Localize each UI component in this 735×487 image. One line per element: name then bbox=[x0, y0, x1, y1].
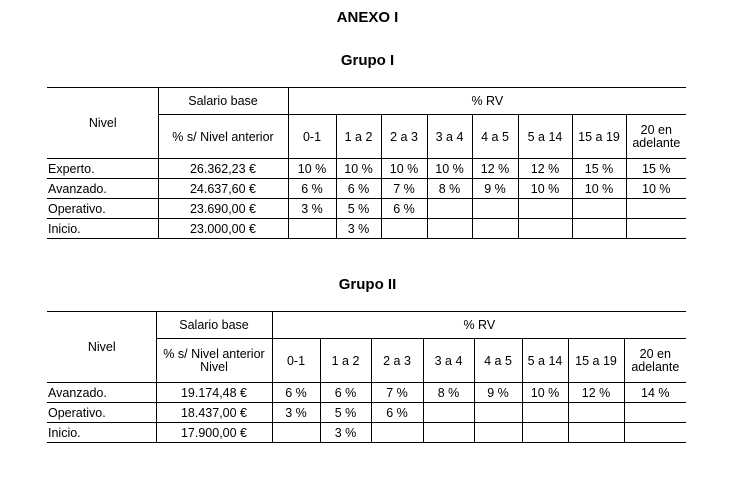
rv-cell: 7 % bbox=[381, 179, 427, 199]
range-header-last: 20 en adelante bbox=[626, 115, 686, 159]
range-header: 5 a 14 bbox=[522, 339, 568, 383]
rv-cell: 6 % bbox=[320, 383, 371, 403]
rv-cell: 6 % bbox=[381, 199, 427, 219]
range-header: 0-1 bbox=[288, 115, 336, 159]
rv-cell: 3 % bbox=[288, 199, 336, 219]
rv-cell: 9 % bbox=[472, 179, 518, 199]
rv-cell: 6 % bbox=[272, 383, 320, 403]
rv-cell: 15 % bbox=[572, 159, 626, 179]
rv-cell: 8 % bbox=[427, 179, 472, 199]
range-header: 2 a 3 bbox=[381, 115, 427, 159]
salario-cell: 26.362,23 € bbox=[158, 159, 288, 179]
table-row bbox=[47, 159, 686, 179]
rv-cell: 14 % bbox=[624, 383, 686, 403]
salario-cell: 23.690,00 € bbox=[158, 199, 288, 219]
salario-base-header: Salario base bbox=[158, 88, 288, 115]
table-row bbox=[47, 403, 686, 423]
nivel-cell: Inicio. bbox=[47, 219, 158, 239]
rv-cell bbox=[626, 219, 686, 239]
range-header: 2 a 3 bbox=[371, 339, 423, 383]
rv-cell bbox=[518, 219, 572, 239]
rv-cell bbox=[423, 423, 474, 443]
rv-cell bbox=[474, 403, 522, 423]
rv-cell bbox=[427, 199, 472, 219]
rv-cell: 15 % bbox=[626, 159, 686, 179]
rv-cell: 3 % bbox=[320, 423, 371, 443]
rv-cell: 10 % bbox=[288, 159, 336, 179]
nivel-cell: Avanzado. bbox=[47, 179, 158, 199]
range-header: 4 a 5 bbox=[472, 115, 518, 159]
rv-cell bbox=[572, 199, 626, 219]
rv-cell bbox=[568, 403, 624, 423]
rv-cell: 12 % bbox=[472, 159, 518, 179]
rv-cell: 3 % bbox=[272, 403, 320, 423]
rv-cell bbox=[371, 423, 423, 443]
rv-cell: 12 % bbox=[518, 159, 572, 179]
rv-cell: 9 % bbox=[474, 383, 522, 403]
range-header: 1 a 2 bbox=[320, 339, 371, 383]
salario-cell: 24.637,60 € bbox=[158, 179, 288, 199]
table-row bbox=[47, 179, 686, 199]
nivel-cell: Operativo. bbox=[47, 403, 156, 423]
rv-cell: 3 % bbox=[336, 219, 381, 239]
range-header: 1 a 2 bbox=[336, 115, 381, 159]
rv-cell: 7 % bbox=[371, 383, 423, 403]
nivel-cell: Avanzado. bbox=[47, 383, 156, 403]
nivel-cell: Operativo. bbox=[47, 199, 158, 219]
rv-cell bbox=[472, 199, 518, 219]
rv-cell bbox=[624, 403, 686, 423]
rv-cell bbox=[626, 199, 686, 219]
rv-cell bbox=[522, 403, 568, 423]
nivel-cell: Experto. bbox=[47, 159, 158, 179]
rv-cell: 6 % bbox=[336, 179, 381, 199]
grupo-i-title: Grupo I bbox=[340, 52, 395, 69]
rv-header: % RV bbox=[288, 88, 686, 115]
rv-cell: 5 % bbox=[320, 403, 371, 423]
pct-nivel-anterior-header: % s/ Nivel anterior bbox=[158, 115, 288, 159]
salario-cell: 18.437,00 € bbox=[156, 403, 272, 423]
rv-cell bbox=[381, 219, 427, 239]
rv-cell: 10 % bbox=[381, 159, 427, 179]
salario-cell: 17.900,00 € bbox=[156, 423, 272, 443]
range-header: 3 a 4 bbox=[423, 339, 474, 383]
rv-cell: 5 % bbox=[336, 199, 381, 219]
range-header: 5 a 14 bbox=[518, 115, 572, 159]
rv-cell: 10 % bbox=[336, 159, 381, 179]
pct-nivel-anterior-header: % s/ Nivel anterior Nivel bbox=[156, 339, 272, 383]
nivel-cell: Inicio. bbox=[47, 423, 156, 443]
rv-cell: 6 % bbox=[371, 403, 423, 423]
range-header: 15 a 19 bbox=[568, 339, 624, 383]
rv-cell: 10 % bbox=[522, 383, 568, 403]
rv-cell: 10 % bbox=[572, 179, 626, 199]
anexo-title: ANEXO I bbox=[336, 9, 399, 26]
grupo-ii-title: Grupo II bbox=[338, 276, 397, 293]
rv-cell bbox=[272, 423, 320, 443]
table-row bbox=[47, 423, 686, 443]
rv-cell: 8 % bbox=[423, 383, 474, 403]
salario-base-header: Salario base bbox=[156, 312, 272, 339]
rv-cell: 10 % bbox=[626, 179, 686, 199]
nivel-header: Nivel bbox=[47, 312, 156, 383]
table-row bbox=[47, 383, 686, 403]
rv-cell bbox=[568, 423, 624, 443]
rv-cell: 6 % bbox=[288, 179, 336, 199]
rv-cell bbox=[474, 423, 522, 443]
range-header: 0-1 bbox=[272, 339, 320, 383]
rv-cell bbox=[427, 219, 472, 239]
rv-cell: 10 % bbox=[518, 179, 572, 199]
rv-cell: 12 % bbox=[568, 383, 624, 403]
range-header-last: 20 en adelante bbox=[624, 339, 686, 383]
rv-header: % RV bbox=[272, 312, 686, 339]
nivel-header: Nivel bbox=[47, 88, 158, 159]
salario-cell: 19.174,48 € bbox=[156, 383, 272, 403]
rv-cell bbox=[423, 403, 474, 423]
rv-cell bbox=[624, 423, 686, 443]
grupo-i-table bbox=[47, 87, 686, 239]
rv-cell: 10 % bbox=[427, 159, 472, 179]
rv-cell bbox=[572, 219, 626, 239]
table-row bbox=[47, 199, 686, 219]
rv-cell bbox=[472, 219, 518, 239]
grupo-ii-table bbox=[47, 311, 686, 443]
rv-cell bbox=[288, 219, 336, 239]
range-header: 15 a 19 bbox=[572, 115, 626, 159]
rv-cell bbox=[522, 423, 568, 443]
range-header: 3 a 4 bbox=[427, 115, 472, 159]
rv-cell bbox=[518, 199, 572, 219]
range-header: 4 a 5 bbox=[474, 339, 522, 383]
salario-cell: 23.000,00 € bbox=[158, 219, 288, 239]
table-row bbox=[47, 219, 686, 239]
